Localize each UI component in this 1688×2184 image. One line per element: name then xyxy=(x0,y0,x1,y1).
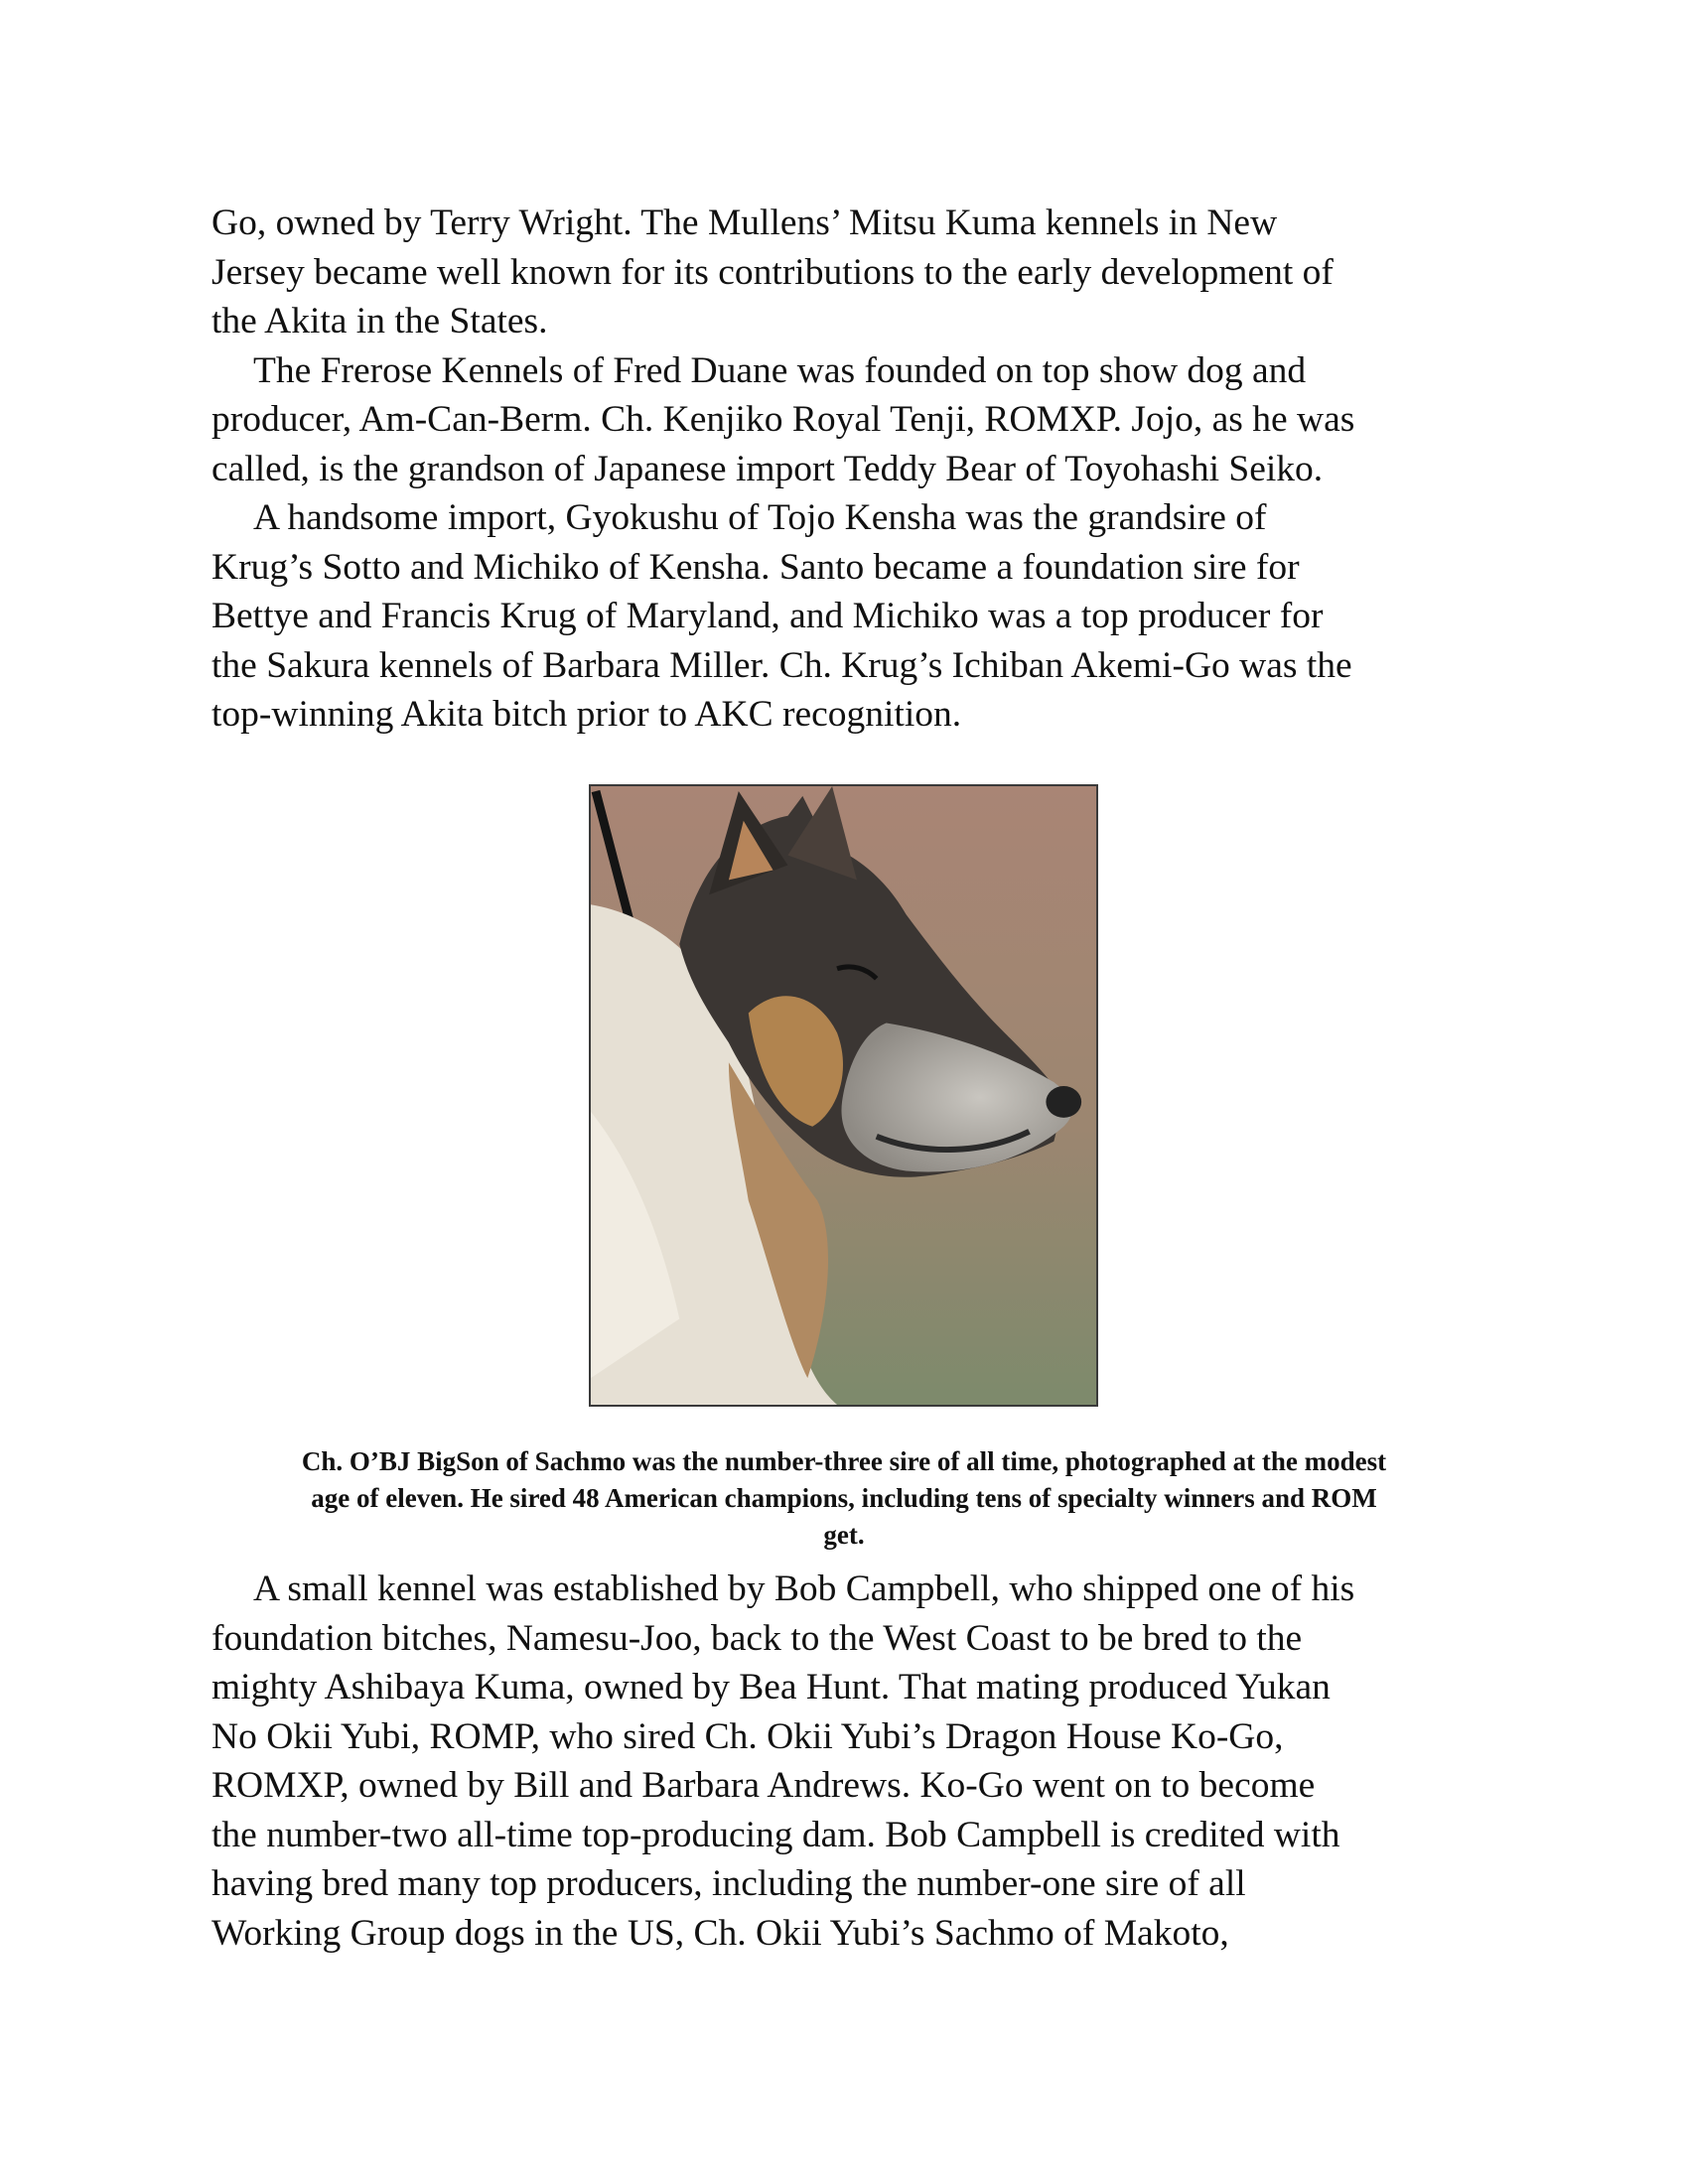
text-line: No Okii Yubi, ROMP, who sired Ch. Okii Yubi’s Dragon House Ko-Go, xyxy=(211,1715,1284,1757)
akita-photo xyxy=(589,784,1098,1407)
text-line: producer, Am-Can-Berm. Ch. Kenjiko Royal Tenji, ROMXP. Jojo, as he was xyxy=(211,399,1355,440)
caption-line: age of eleven. He sired 48 American champions, including tens of specialty winners and ROM xyxy=(311,1483,1377,1513)
text-line: having bred many top producers, including the number-one sire of all xyxy=(211,1863,1246,1904)
text-line: ROMXP, owned by Bill and Barbara Andrews. Ko-Go went on to become xyxy=(211,1765,1316,1806)
text-line: Jersey became well known for its contributions to the early development of xyxy=(211,251,1334,293)
body-text-bottom xyxy=(211,1565,1492,1958)
text-line: Go, owned by Terry Wright. The Mullens’ Mitsu Kuma kennels in New xyxy=(211,203,1278,243)
paragraph-start-line: The Frerose Kennels of Fred Duane was founded on top show dog and xyxy=(253,349,1307,391)
caption-line: get. xyxy=(823,1520,865,1550)
body-text-top xyxy=(211,199,1492,740)
text-line: foundation bitches, Namesu-Joo, back to the West Coast to be bred to the xyxy=(211,1617,1303,1659)
text-line: the Sakura kennels of Barbara Miller. Ch. Krug’s Ichiban Akemi-Go was the xyxy=(211,644,1352,686)
text-line: top-winning Akita bitch prior to AKC recognition. xyxy=(211,694,962,735)
text-line: the Akita in the States. xyxy=(211,301,548,341)
text-line: Bettye and Francis Krug of Maryland, and Michiko was a top producer for xyxy=(211,596,1324,636)
paragraph-start-line: A small kennel was established by Bob Campbell, who shipped one of his xyxy=(253,1569,1355,1609)
text-line: called, is the grandson of Japanese import Teddy Bear of Toyohashi Seiko. xyxy=(211,448,1324,489)
paragraph-start-line: A handsome import, Gyokushu of Tojo Kensha was the grandsire of xyxy=(253,497,1267,538)
photo-caption xyxy=(211,1443,1477,1554)
caption-line: Ch. O’BJ BigSon of Sachmo was the number-three sire of all time, photographed at the modest xyxy=(301,1446,1387,1476)
akita-head-illustration xyxy=(591,786,1096,1405)
text-line: Krug’s Sotto and Michiko of Kensha. Santo became a foundation sire for xyxy=(211,546,1300,588)
text-line: the number-two all-time top-producing dam. Bob Campbell is credited with xyxy=(211,1814,1340,1855)
text-line: mighty Ashibaya Kuma, owned by Bea Hunt. That mating produced Yukan xyxy=(211,1667,1331,1707)
text-line: Working Group dogs in the US, Ch. Okii Yubi’s Sachmo of Makoto, xyxy=(211,1912,1229,1954)
